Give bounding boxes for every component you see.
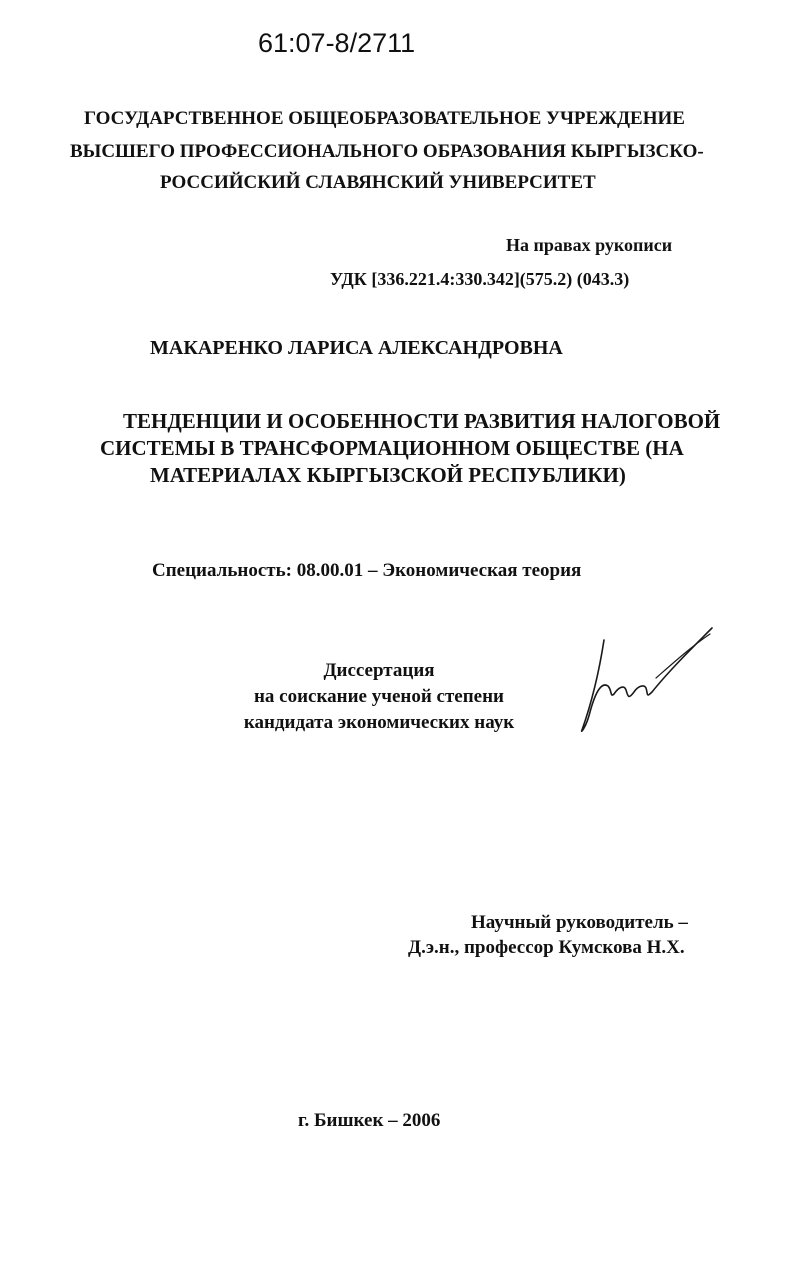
author-name: МАКАРЕНКО ЛАРИСА АЛЕКСАНДРОВНА [150, 337, 563, 359]
supervisor-label: Научный руководитель – [471, 912, 688, 933]
organization-line-3: РОССИЙСКИЙ СЛАВЯНСКИЙ УНИВЕРСИТЕТ [160, 172, 596, 193]
thesis-title-line-2: СИСТЕМЫ В ТРАНСФОРМАЦИОННОМ ОБЩЕСТВЕ (НА [100, 436, 684, 460]
thesis-title-line-1: ТЕНДЕНЦИИ И ОСОБЕННОСТИ РАЗВИТИЯ НАЛОГОВОЙ [123, 409, 721, 433]
dissertation-line-2: на соискание ученой степени [253, 686, 504, 707]
dissertation-line-3: кандидата экономических наук [243, 712, 515, 733]
city-year: г. Бишкек – 2006 [298, 1110, 441, 1131]
udk-code: УДК [336.221.4:330.342](575.2) (043.3) [330, 269, 630, 289]
supervisor-name: Д.э.н., профессор Кумскова Н.Х. [408, 937, 685, 958]
library-shelfmark: 61:07-8/2711 [258, 28, 416, 58]
organization-line-2: ВЫСШЕГО ПРОФЕССИОНАЛЬНОГО ОБРАЗОВАНИЯ КЫРГЫЗСКО- [70, 141, 704, 162]
specialty: Специальность: 08.00.01 – Экономическая теория [152, 560, 582, 581]
dissertation-line-1: Диссертация [323, 660, 435, 681]
organization-line-1: ГОСУДАРСТВЕННОЕ ОБЩЕОБРАЗОВАТЕЛЬНОЕ УЧРЕЖДЕНИЕ [84, 108, 685, 129]
rights-note: На правах рукописи [506, 235, 673, 255]
thesis-title-line-3: МАТЕРИАЛАХ КЫРГЫЗСКОЙ РЕСПУБЛИКИ) [150, 463, 626, 487]
signature-icon [572, 626, 720, 736]
